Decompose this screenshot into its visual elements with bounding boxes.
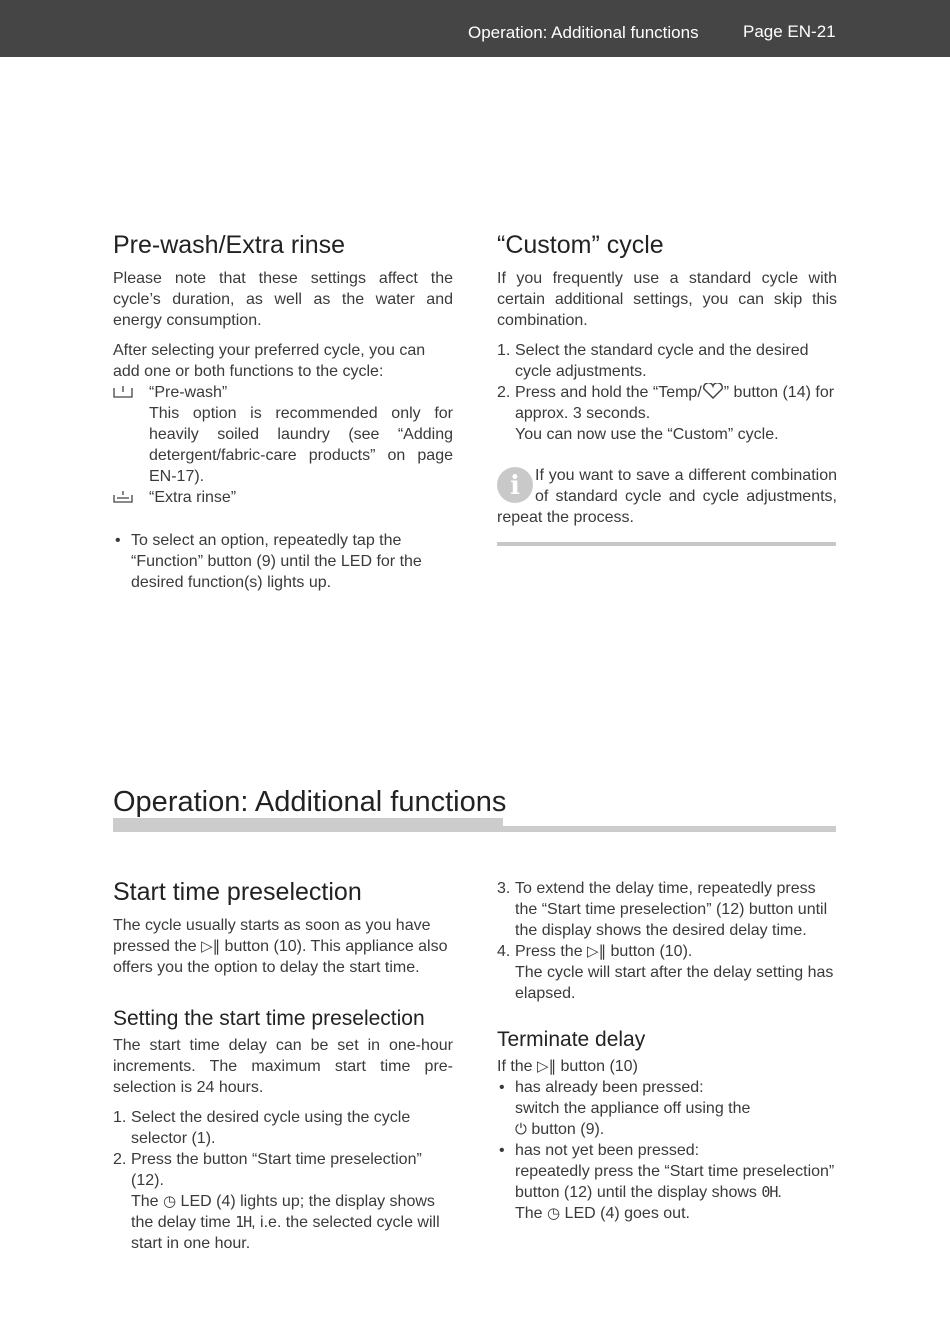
custom-intro: If you frequently use a standard cycle with certain additional settings, you can skip this combination. [497, 270, 837, 329]
terminate-bullet-1: • has already been pressed: switch the appliance off using the ⏻ button (9). [497, 1077, 837, 1140]
option-extra-rinse [113, 487, 453, 508]
start-step-4: 4. Press the ▷‖ button (10). The cycle will start after the delay setting has elapsed. [497, 942, 834, 1002]
section-title: Operation: Additional functions [113, 786, 507, 818]
option-extra-rinse-name: “Extra rinse” [149, 489, 237, 506]
section-rule-thick [113, 818, 503, 832]
custom-divider [497, 542, 836, 546]
info-icon: i [497, 467, 533, 503]
terminate-intro: If the ▷‖ button (10) [497, 1057, 638, 1075]
heart-icon [702, 384, 724, 401]
start-title: Start time preselection [113, 878, 362, 906]
start-subtitle: Setting the start time preselection [113, 1007, 425, 1030]
prewash-instructions: After selecting your preferred cycle, you can add one or both functions to the cycle: [113, 342, 426, 380]
prewash-section [113, 230, 453, 593]
option-prewash-name: “Pre-wash” [149, 384, 228, 401]
custom-step-2: 2. Press and hold the “Temp/ ” button (14) for approx. 3 seconds. You can now use the “Custom” cycle. [497, 384, 835, 443]
power-icon: ⏻ [515, 1120, 527, 1138]
terminate-bullet-2: • has not yet been pressed: repeatedly press the “Start time preselection” button (12) until the display shows 0H. The ◷ LED (4) goes out. [497, 1140, 837, 1224]
display-1h: 1H [235, 1213, 252, 1231]
start-intro: The cycle usually starts as soon as you have pressed the ▷‖ button (10). This appliance also offers you the option to delay the start time. [113, 917, 448, 976]
section-rule-thin [503, 826, 836, 832]
start-section [113, 877, 453, 1254]
terminate-title: Terminate delay [497, 1028, 646, 1051]
prewash-bullet: • To select an option, repeatedly tap the “Function” button (9) until the LED for the desired function(s) lights up. [113, 530, 453, 593]
play-pause-icon: ▷‖ [201, 937, 221, 955]
start-step-3: 3. To extend the delay time, repeatedly press the “Start time preselection” (12) button until the display shows the desired delay time. [497, 880, 828, 939]
header-section-title: Operation: Additional functions [468, 23, 699, 42]
start-continued [497, 878, 837, 1224]
header-bar [0, 0, 950, 57]
prewash-title: Pre-wash/Extra rinse [113, 231, 346, 259]
play-pause-icon: ▷‖ [587, 942, 607, 960]
start-step-2: 2. Press the button “Start time preselection” (12). The ◷ LED (4) lights up; the display shows the delay time 1H, i.e. the selected cycle will start in one hour. [113, 1151, 440, 1252]
clock-icon: ◷ [163, 1192, 177, 1210]
start-increments: The start time delay can be set in one-hour increments. The maximum start time pre-selection is 24 hours. [113, 1037, 453, 1096]
custom-title: “Custom” cycle [497, 231, 664, 259]
page-number: Page EN-21 [743, 22, 836, 41]
info-note: i If you want to save a different combination of standard cycle and cycle adjustments, repeat the process. [497, 467, 837, 526]
start-step-1: 1. Select the desired cycle using the cycle selector (1). [113, 1109, 411, 1147]
option-prewash-desc: This option is recommended only for heavily soiled laundry (see “Adding detergent/fabric-care products” on page EN-17). [149, 405, 453, 485]
display-0h: 0H [761, 1183, 778, 1201]
custom-step-1: 1. Select the standard cycle and the desired cycle adjustments. [497, 342, 809, 380]
play-pause-icon: ▷‖ [537, 1057, 557, 1075]
prewash-tub-icon [113, 384, 133, 405]
prewash-intro: Please note that these settings affect the cycle’s duration, as well as the water and energy consumption. [113, 270, 453, 329]
clock-icon: ◷ [547, 1204, 561, 1222]
extra-rinse-icon [113, 489, 133, 510]
custom-section [497, 230, 837, 546]
option-prewash [113, 382, 453, 487]
